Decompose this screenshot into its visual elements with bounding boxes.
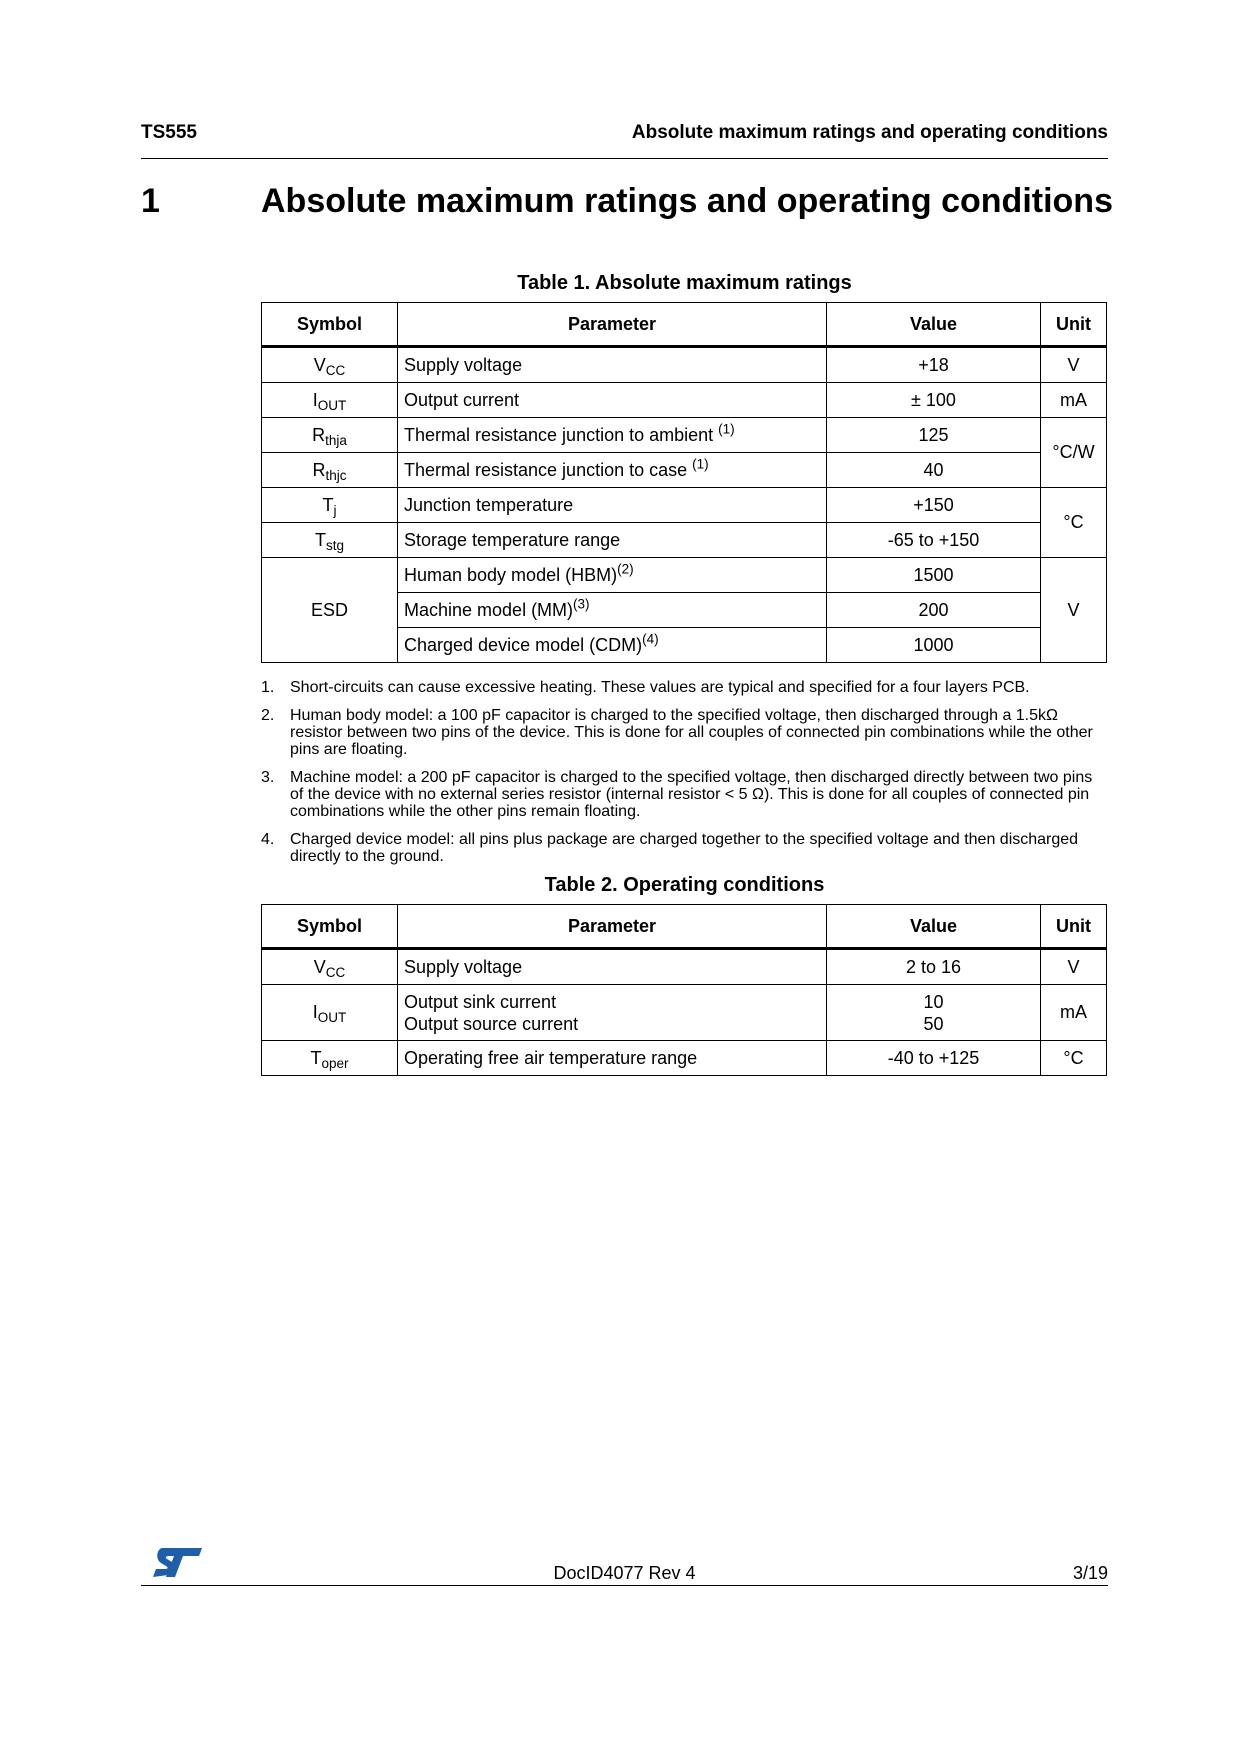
footnote (261, 679, 1101, 696)
table-header-row (262, 905, 1107, 949)
parameter-cell: Human body model (HBM)$^{(2)}$ (398, 558, 827, 593)
table-row (262, 453, 1107, 488)
value-cell: -65 to +150 (827, 523, 1041, 558)
table-row (262, 1041, 1107, 1076)
col-header-unit: Unit (1041, 905, 1107, 949)
footnote (261, 769, 1101, 820)
value-cell: ± 100 (827, 383, 1041, 418)
symbol-cell: $V_{CC}$ (262, 949, 398, 985)
parameter-cell: Junction temperature (398, 488, 827, 523)
value-cell: -40 to +125 (827, 1041, 1041, 1076)
table-row (262, 985, 1107, 1041)
unit-cell: mA (1041, 985, 1107, 1041)
parameter-cell: Output current (398, 383, 827, 418)
col-header-symbol: Symbol (262, 905, 398, 949)
footnote-number: 1. (261, 679, 275, 696)
value-line: 10 (923, 991, 944, 1012)
symbol-cell: $T_j$ (262, 488, 398, 523)
parameter-cell: Supply voltage (398, 949, 827, 985)
unit-cell: mA (1041, 383, 1107, 418)
footnote-text: Short-circuits can cause excessive heating. These values are typical and specified for a four layers PCB. (290, 679, 1030, 696)
header-running-title: Absolute maximum ratings and operating conditions (631, 122, 1108, 143)
symbol-cell: ESD (262, 558, 398, 663)
footer-doc-ref: DocID4077 Rev 4 (553, 1563, 696, 1583)
col-header-value: Value (827, 303, 1041, 347)
value-line: 50 (923, 1013, 944, 1034)
table-absolute-max-ratings (261, 302, 1107, 663)
table-row (262, 949, 1107, 985)
table-row (262, 347, 1107, 383)
table2-caption: Table 2. Operating conditions (544, 874, 825, 896)
table-header-row (262, 303, 1107, 347)
col-header-unit: Unit (1041, 303, 1107, 347)
symbol-cell: $I_{OUT}$ (262, 985, 398, 1041)
section-title: Absolute maximum ratings and operating conditions (261, 182, 1113, 220)
unit-cell: °C (1041, 1041, 1107, 1076)
value-cell: 40 (827, 453, 1041, 488)
footer-page-number: 3/19 (1072, 1563, 1108, 1583)
footnote (261, 707, 1101, 758)
unit-cell: °C/W (1041, 418, 1107, 488)
symbol-cell: $T_{oper}$ (262, 1041, 398, 1076)
unit-cell: °C (1041, 488, 1107, 558)
section-heading (141, 182, 1113, 232)
footnote-text: Human body model: a 100 pF capacitor is charged to the specified voltage, then discharged through a 1.5kΩ resistor between two pins of the device. This is done for all couples of connected pin combinations while the other pins are floating. (290, 707, 1093, 758)
symbol-cell: $R_{thjc}$ (262, 453, 398, 488)
parameter-cell: Supply voltage (398, 347, 827, 383)
footnote-text: Charged device model: all pins plus package are charged together to the specified voltage and then discharged directly to the ground. (290, 831, 1079, 865)
value-cell: 1000 (827, 628, 1041, 663)
footnote-number: 4. (261, 831, 275, 848)
value-cell: 125 (827, 418, 1041, 453)
value-cell: +150 (827, 488, 1041, 523)
table-row (262, 523, 1107, 558)
footnote-text: Machine model: a 200 pF capacitor is charged to the specified voltage, then discharged directly between two pins of the device with no external series resistor (internal resistor < 5 Ω). This is done for all couples of connected pin combinations while the other pins remain floating. (290, 769, 1093, 820)
symbol-cell: $R_{thja}$ (262, 418, 398, 453)
symbol-cell: $T_{stg}$ (262, 523, 398, 558)
table-operating-conditions (261, 904, 1107, 1076)
value-cell: 1500 (827, 558, 1041, 593)
footnote (261, 831, 1101, 865)
value-cell: 2 to 16 (827, 949, 1041, 985)
value-cell (827, 985, 1041, 1041)
col-header-parameter: Parameter (398, 905, 827, 949)
symbol-cell: $I_{OUT}$ (262, 383, 398, 418)
col-header-symbol: Symbol (262, 303, 398, 347)
page-footer (141, 1545, 1108, 1586)
symbol-cell: $V_{CC}$ (262, 347, 398, 383)
parameter-cell: Machine model (MM)$^{(3)}$ (398, 593, 827, 628)
footnote-number: 3. (261, 769, 275, 786)
col-header-value: Value (827, 905, 1041, 949)
parameter-cell (398, 985, 827, 1041)
table-row (262, 558, 1107, 593)
parameter-line: Output sink current (404, 991, 557, 1012)
parameter-cell: Operating free air temperature range (398, 1041, 827, 1076)
parameter-cell: Charged device model (CDM)$^{(4)}$ (398, 628, 827, 663)
section-number: 1 (141, 182, 160, 220)
value-cell: 200 (827, 593, 1041, 628)
table1-caption: Table 1. Absolute maximum ratings (517, 272, 852, 294)
footnote-number: 2. (261, 707, 275, 724)
footnotes (261, 679, 1101, 876)
value-cell: +18 (827, 347, 1041, 383)
parameter-line: Output source current (404, 1013, 579, 1034)
parameter-cell: Thermal resistance junction to ambient $^{(1)}$ (398, 418, 827, 453)
unit-cell: V (1041, 347, 1107, 383)
col-header-parameter: Parameter (398, 303, 827, 347)
header-doc-id: TS555 (141, 122, 197, 143)
table-row (262, 488, 1107, 523)
unit-cell: V (1041, 949, 1107, 985)
page-header (141, 118, 1108, 159)
table-row (262, 418, 1107, 453)
unit-cell: V (1041, 558, 1107, 663)
parameter-cell: Storage temperature range (398, 523, 827, 558)
parameter-cell: Thermal resistance junction to case $^{(1)}$ (398, 453, 827, 488)
table-row (262, 383, 1107, 418)
